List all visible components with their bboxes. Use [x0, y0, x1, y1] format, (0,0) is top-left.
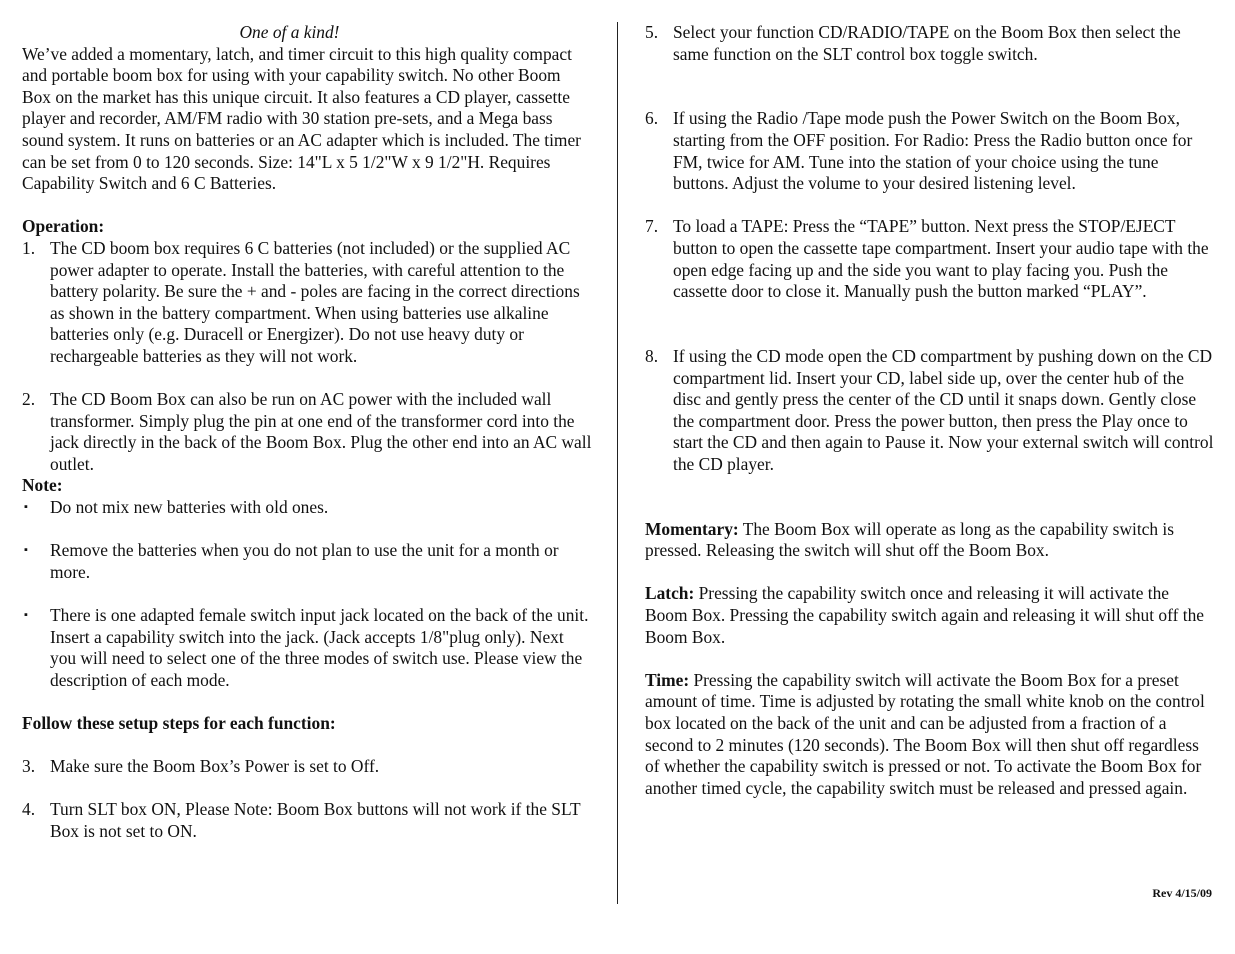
step-number: 4.	[22, 799, 36, 820]
mode-label: Time:	[645, 669, 690, 690]
note-item	[22, 540, 592, 583]
bullet-icon: ▪	[24, 501, 28, 514]
step-number: 6.	[645, 108, 659, 129]
mode-label: Momentary:	[645, 518, 739, 539]
bullet-icon: ▪	[24, 544, 28, 557]
step-5	[645, 22, 1215, 65]
step-3	[22, 756, 592, 778]
column-divider	[617, 22, 618, 904]
step-1	[22, 238, 592, 368]
note-text: Do not mix new batteries with old ones.	[50, 497, 329, 518]
note-text: There is one adapted female switch input jack located on the back of the unit. Insert a capability switch into the jack. (Jack accepts 1/8"plug only). Next you will need to select one of the three modes of switch use. Please view the description of each mode.	[50, 605, 589, 690]
intro-paragraph: We’ve added a momentary, latch, and timer circuit to this high quality compact and portable boom box for using with your capability switch. No other Boom Box on the market has this unique circuit. It also features a CD player, cassette player and recorder, AM/FM radio with 30 station pre-sets, and a Mega bass sound system. It runs on batteries or an AC adapter which is included. The timer can be set from 0 to 120 seconds. Size: 14"L x 5 1/2"W x 9 1/2"H. Requires Capability Switch and 6 C Batteries.	[22, 43, 581, 194]
setup-heading: Follow these setup steps for each function:	[22, 713, 336, 733]
step-number: 7.	[645, 216, 659, 237]
bullet-icon: ▪	[24, 609, 28, 622]
step-6	[645, 108, 1215, 194]
step-8	[645, 346, 1215, 476]
step-2	[22, 389, 592, 475]
right-column	[645, 22, 1215, 799]
step-number: 3.	[22, 756, 36, 777]
mode-text: Pressing the capability switch once and releasing it will activate the Boom Box. Pressing the capability switch again and releasing it will shut off the Boom Box.	[645, 583, 1204, 647]
step-text: Make sure the Boom Box’s Power is set to Off.	[50, 756, 380, 777]
step-4	[22, 799, 592, 842]
step-number: 5.	[645, 22, 659, 42]
left-column	[22, 22, 592, 843]
step-text: Select your function CD/RADIO/TAPE on the Boom Box then select the same function on the SLT control box toggle switch.	[673, 22, 1181, 64]
step-number: 2.	[22, 389, 36, 410]
mode-text: Pressing the capability switch will activate the Boom Box for a preset amount of time. Time is adjusted by rotating the small white knob on the control box located on the back of the unit and can be adjusted from a fraction of a second to 2 minutes (120 seconds). The Boom Box will then shut off regardless of whether the capability switch is pressed or not. To activate the Boom Box for another timed cycle, the capability switch must be released and pressed again.	[645, 669, 1205, 798]
step-text: Turn SLT box ON, Please Note: Boom Box buttons will not work if the SLT Box is not set to ON.	[50, 799, 581, 841]
step-text: If using the Radio /Tape mode push the Power Switch on the Boom Box, starting from the OFF position. For Radio: Press the Radio button once for FM, twice for AM. Tune into the station of your choice using the tune buttons. Adjust the volume to your desired listening level.	[673, 108, 1193, 194]
note-item	[22, 605, 592, 691]
step-7	[645, 216, 1215, 302]
step-number: 1.	[22, 237, 36, 258]
tagline: One of a kind!	[239, 22, 340, 42]
mode-text: The Boom Box will operate as long as the capability switch is pressed. Releasing the switch will shut off the Boom Box.	[645, 518, 1175, 561]
note-heading: Note:	[22, 475, 63, 496]
step-text: The CD Boom Box can also be run on AC power with the included wall transformer. Simply plug the pin at one end of the transformer cord into the jack directly in the back of the Boom Box. Plug the other end into an AC wall outlet.	[50, 389, 592, 474]
step-number: 8.	[645, 345, 659, 366]
step-text: The CD boom box requires 6 C batteries (not included) or the supplied AC power adapter to operate. Install the batteries, with careful attention to the battery polarity. Be sure the + and - poles are facing in the correct directions as shown in the battery compartment. When using batteries use alkaline batteries only (e.g. Duracell or Energizer). Do not use heavy duty or rechargeable batteries as they will not work.	[50, 237, 580, 366]
note-text: Remove the batteries when you do not plan to use the unit for a month or more.	[50, 540, 559, 582]
mode-momentary	[645, 519, 1215, 562]
note-item	[22, 497, 592, 519]
step-text: To load a TAPE: Press the “TAPE” button. Next press the STOP/EJECT button to open the cassette tape compartment. Insert your audio tape with the open edge facing up and the side you want to play facing you. Push the cassette door to close it. Manually push the button marked “PLAY”.	[673, 216, 1209, 302]
revision-date: Rev 4/15/09	[1152, 886, 1212, 900]
mode-latch	[645, 583, 1215, 648]
step-text: If using the CD mode open the CD compartment by pushing down on the CD compartment lid. Insert your CD, label side up, over the center hub of the disc and gently press the center of the CD until it snaps down. Gently close the compartment door. Press the power button, then press the Play once to start the CD and then again to Pause it. Now your external switch will control the CD player.	[673, 345, 1214, 474]
mode-time	[645, 670, 1215, 800]
operation-heading: Operation:	[22, 216, 105, 237]
mode-label: Latch:	[645, 583, 695, 604]
